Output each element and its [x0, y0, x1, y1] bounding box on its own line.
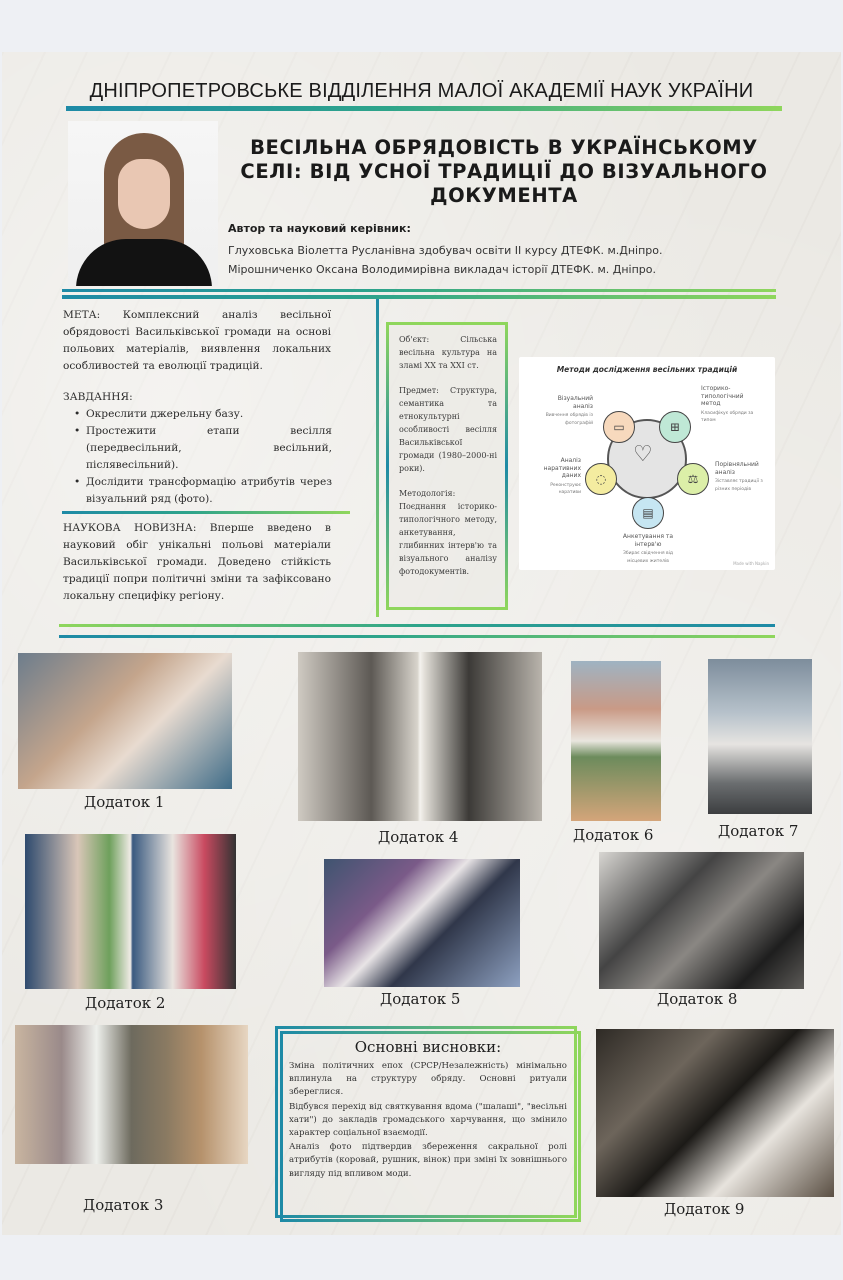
author-portrait: [68, 121, 218, 286]
research-subject: Предмет: Структура, семантика та етнокультурні особливості весілля Васильківської громади (1980–2000-ні роки).: [399, 386, 497, 473]
appendix-caption: Додаток 1: [84, 793, 165, 811]
goal-text: МЕТА: Комплексний аналіз весільної обрядовості Васильківської громади на основі польових матеріалів, виявлення локальних особливостей та еволюції традицій.: [63, 309, 331, 372]
appendix-caption: Додаток 7: [718, 822, 799, 840]
supervisor-name: Мірошниченко Оксана Володимирівна викладач історії ДТЕФК. м. Дніпро.: [228, 263, 656, 276]
methodology-title: Методологія:: [399, 489, 456, 498]
appendix-photo-4: [298, 652, 542, 821]
conclusions-box: [275, 1026, 581, 1222]
appendix-caption: Додаток 9: [664, 1200, 745, 1218]
appendix-photo-5: [324, 859, 520, 987]
poster: [2, 52, 841, 1235]
method-label: Аналіз наративних даних Реконструює наративи: [543, 457, 581, 495]
section-divider-bottom-2: [59, 635, 775, 638]
infographic-title: Методи дослідження весільних традицій: [556, 365, 738, 374]
task-item: • Окреслити джерельну базу.: [74, 406, 332, 423]
appendix-photo-2: [25, 834, 236, 989]
research-object: Об'єкт: Сільська весільна культура на зламі XX та XXI ст.: [399, 335, 497, 370]
authors-label: Автор та науковий керівник:: [228, 222, 411, 235]
method-label: Анкетування та інтерв'ю Збирає свідчення від місцевих жителів: [622, 533, 674, 564]
header-divider: [66, 106, 782, 111]
clipboard-icon: ▤: [632, 497, 664, 529]
appendix-photo-9: [596, 1029, 834, 1197]
section-divider-top-2: [62, 295, 776, 299]
infographic-credit: Made with Napkin: [733, 561, 769, 566]
appendix-photo-8: [599, 852, 804, 989]
method-label: Порівняльний аналіз Зіставляє традиції з різних періодів: [715, 461, 763, 492]
section-divider-bottom: [59, 624, 775, 627]
conclusion-item: Аналіз фото підтвердив збереження сакральної ролі атрибутів (коровай, рушник, вінок) при зміні їх зовнішнього вигляду під впливом моди.: [289, 1142, 567, 1179]
task-item: • Простежити етапи весілля (передвесільний, весільний, післявесільний).: [74, 423, 332, 474]
easel-icon: ▭: [603, 411, 635, 443]
method-label: Візуальний аналіз Вивчення обрядів із фотографій: [545, 395, 593, 426]
conclusions-title: Основні висновки:: [354, 1038, 502, 1056]
organization-header: ДНІПРОПЕТРОВСЬКЕ ВІДДІЛЕННЯ МАЛОЇ АКАДЕМІЇ НАУК УКРАЇНИ: [89, 80, 754, 102]
appendix-caption: Додаток 8: [657, 990, 738, 1008]
appendix-caption: Додаток 4: [378, 828, 459, 846]
scales-icon: ⚖: [677, 463, 709, 495]
appendix-caption: Додаток 5: [380, 990, 461, 1008]
research-object-box: [386, 322, 508, 610]
appendix-caption: Додаток 3: [83, 1196, 164, 1214]
methodology-text: Поєднання історико-типологічного методу, анкетування, глибинних інтерв'ю та візуального аналізу фотодокументів.: [399, 502, 497, 576]
conclusion-item: Відбувся перехід від святкування вдома ("шалаші", "весільні хати") до закладів громадського харчування, що змінило характер соціальної взаємодії.: [289, 1101, 567, 1139]
appendix-caption: Додаток 2: [85, 994, 166, 1012]
appendix-photo-1: [18, 653, 232, 789]
column-divider: [376, 299, 379, 617]
wedding-cake-icon: ♡: [633, 442, 653, 467]
appendix-photo-3: [15, 1025, 248, 1164]
appendix-caption: Додаток 6: [573, 826, 654, 844]
hierarchy-icon: ⊞: [659, 411, 691, 443]
tasks-title: ЗАВДАННЯ:: [63, 391, 133, 403]
task-item: • Дослідити трансформацію атрибутів через візуальний ряд (фото).: [74, 474, 332, 508]
methods-infographic: [519, 357, 775, 570]
novelty-divider: [62, 511, 350, 514]
conclusion-item: Зміна політичних епох (СРСР/Незалежність) мінімально вплинула на структуру обряду. Основні ритуали збереглися.: [289, 1061, 567, 1098]
author-name: Глуховська Віолетта Русланівна здобувач освіти II курсу ДТЕФК. м.Дніпро.: [228, 244, 663, 257]
appendix-photo-6: [571, 661, 661, 821]
section-divider-top: [62, 289, 776, 292]
method-label: Історико-типологічний метод Класифікує обряди за типом: [701, 385, 754, 423]
poster-title: ВЕСІЛЬНА ОБРЯДОВІСТЬ В УКРАЇНСЬКОМУ СЕЛІ: ВІД УСНОЇ ТРАДИЦІЇ ДО ВІЗУАЛЬНОГО ДОКУМЕНТА: [240, 136, 768, 207]
appendix-photo-7: [708, 659, 812, 814]
novelty-text: НАУКОВА НОВИЗНА: Вперше введено в науковий обіг унікальні польові матеріали Васильківської громади. Доведено стійкість традиції попри політичні зміни та зафіксовано локальну специфіку регіону.: [63, 522, 331, 602]
tasks-list: [74, 406, 332, 508]
chat-icon: ◌: [585, 463, 617, 495]
